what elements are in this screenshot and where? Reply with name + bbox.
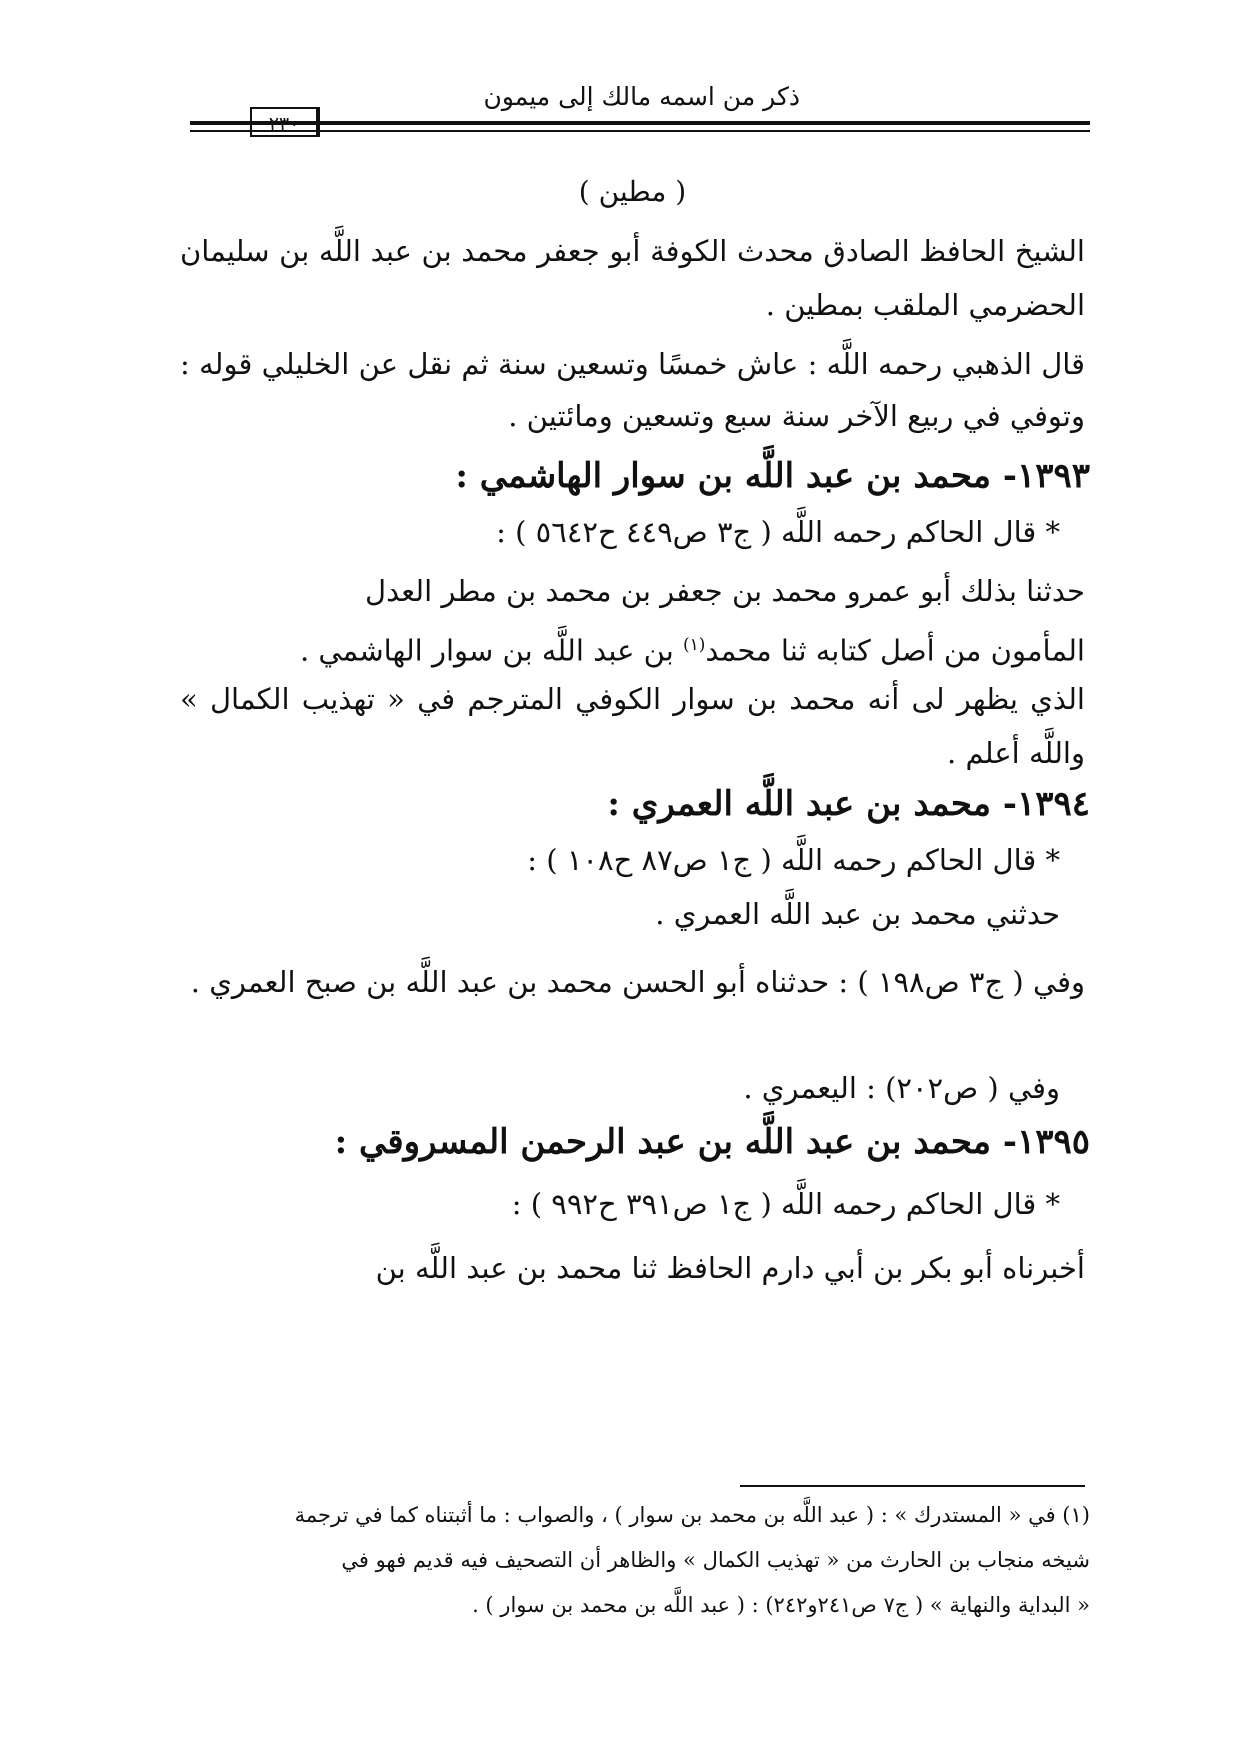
header-rule-thin — [190, 130, 1090, 132]
running-header-title: ذكر من اسمه مالك إلى ميمون — [483, 82, 800, 111]
entry-mutayyin-para2: قال الذهبي رحمه اللَّه : عاش خمسًا وتسعين سنة ثم نقل عن الخليلي قوله : وتوفي في ربيع الآخر سنة سبع وتسعين ومائتين . — [180, 347, 1085, 433]
header-rule-thick — [190, 121, 1090, 125]
entry-1393-heading: ١٣٩٣- محمد بن عبد اللَّه بن سوار الهاشمي : — [455, 456, 1090, 496]
entry-1394-ref: * قال الحاكم رحمه اللَّه ( ج١ ص٨٧ ح١٠٨ ) : — [527, 843, 1060, 877]
entry-mutayyin-title: ( مطين ) — [578, 175, 687, 208]
footnote-line-3: « البداية والنهاية » ( ج٧ ص٢٤١و٢٤٢) : ( عبد اللَّه بن محمد بن سوار ) . — [472, 1593, 1090, 1617]
entry-1393-para2: الذي يظهر لى أنه محمد بن سوار الكوفي المترجم في « تهذيب الكمال » واللَّه أعلم . — [180, 682, 1085, 770]
footnote — [180, 1493, 1090, 1628]
entry-1393-para1-line2-start: المأمون من أصل كتابه ثنا محمد — [705, 633, 1085, 668]
entry-1393-ref: * قال الحاكم رحمه اللَّه ( ج٣ ص٤٤٩ ح٥٦٤٢ ) : — [496, 515, 1060, 549]
entry-1394-para1: حدثني محمد بن عبد اللَّه العمري . — [655, 897, 1060, 931]
footnote-line-1: (١) في « المستدرك » : ( عبد اللَّه بن محمد بن سوار ) ، والصواب : ما أثبتناه كما في ترجمة — [294, 1503, 1090, 1527]
footnote-rule — [740, 1485, 1085, 1487]
entry-1395-para1: أخبرناه أبو بكر بن أبي دارم الحافظ ثنا محمد بن عبد اللَّه بن — [375, 1251, 1085, 1285]
entry-1394-heading: ١٣٩٤- محمد بن عبد اللَّه العمري : — [607, 784, 1090, 824]
entry-1395-heading: ١٣٩٥- محمد بن عبد اللَّه بن عبد الرحمن المسروقي : — [334, 1122, 1090, 1162]
entry-1393-para1 — [180, 564, 1085, 678]
entry-1393-para1-line1: حدثنا بذلك أبو عمرو محمد بن جعفر بن محمد بن مطر العدل — [365, 574, 1085, 608]
entry-1393-para1-line2-end: بن عبد اللَّه بن سوار الهاشمي . — [299, 633, 683, 668]
entry-1395-ref: * قال الحاكم رحمه اللَّه ( ج١ ص٣٩١ ح٩٩٢ ) : — [511, 1187, 1060, 1221]
footnote-marker: (١) — [683, 635, 706, 655]
entry-1394-para2: وفي ( ج٣ ص١٩٨ ) : حدثناه أبو الحسن محمد بن عبد اللَّه بن صبح العمري . — [190, 965, 1085, 999]
entry-1394-para3: وفي ( ص٢٠٢) : اليعمري . — [743, 1071, 1060, 1105]
footnote-line-2: شيخه منجاب بن الحارث من « تهذيب الكمال » والظاهر أن التصحيف فيه قديم فهو في — [341, 1548, 1090, 1572]
entry-mutayyin-para1: الشيخ الحافظ الصادق محدث الكوفة أبو جعفر محمد بن عبد اللَّه بن سليمان الحضرمي الملقب بمطين . — [180, 234, 1085, 322]
